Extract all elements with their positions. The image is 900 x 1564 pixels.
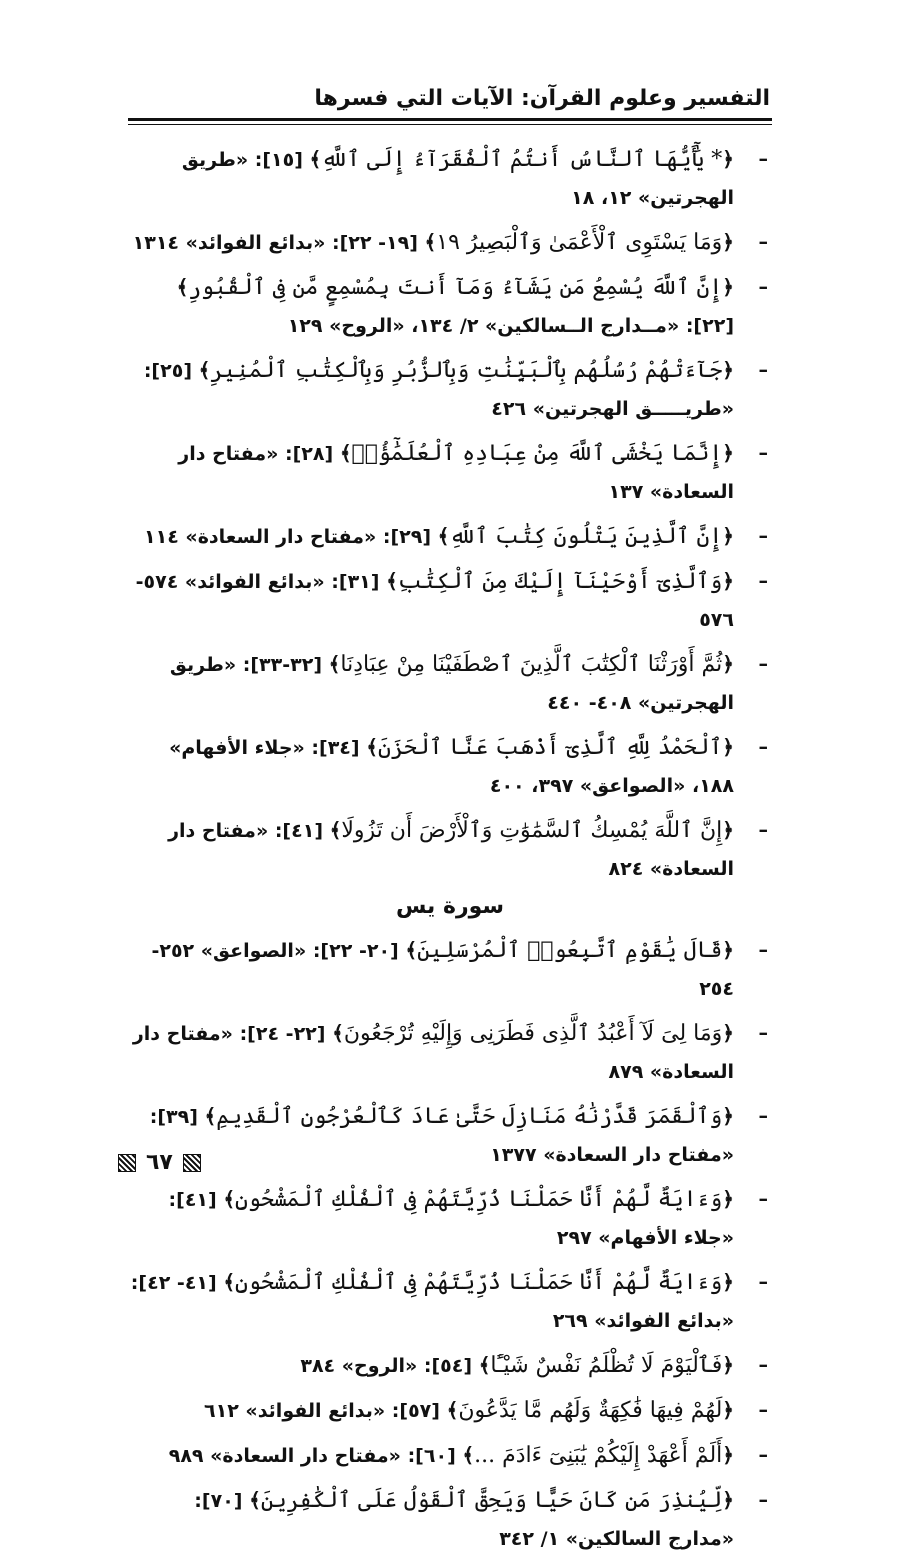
running-head: التفسير وعلوم القرآن: الآيات التي فسرها <box>314 86 770 111</box>
index-entry <box>128 811 772 888</box>
entry-dash: – <box>758 276 768 298</box>
index-entry <box>128 351 772 428</box>
entry-dash: – <box>758 231 768 253</box>
index-entry <box>128 517 772 556</box>
entry-dash: – <box>758 570 768 592</box>
close-bracket: ﴾ <box>478 1353 491 1377</box>
open-bracket: ﴿ <box>722 938 734 962</box>
header-rule-thick <box>128 118 772 121</box>
close-bracket: ﴾ <box>223 1187 236 1211</box>
verse-text: وَٱلْقَمَرَ قَدَّرْنَٰهُ مَنَازِلَ حَتَّىٰ عَادَ كَٱلْعُرْجُونِ ٱلْقَدِيمِ <box>216 1104 723 1129</box>
source-reference: [١٥]: «طريق الهجرتين» ١٢، ١٨ <box>181 149 734 209</box>
index-entry <box>128 1263 772 1340</box>
close-bracket: ﴾ <box>329 818 342 842</box>
verse-text: إِنَّ ٱلَّذِينَ يَتْلُونَ كِتَٰبَ ٱللَّهِ <box>449 524 723 549</box>
close-bracket: ﴾ <box>366 735 378 759</box>
entry-dash: – <box>758 1399 768 1421</box>
close-bracket: ﴾ <box>198 358 211 382</box>
close-bracket: ﴾ <box>332 1021 344 1045</box>
open-bracket: ﴿ <box>722 1443 734 1467</box>
close-bracket: ﴾ <box>249 1488 261 1512</box>
close-bracket: ﴾ <box>462 1443 475 1467</box>
verse-text: إِنَّ ٱللَّهَ يُسْمِعُ مَن يَشَآءُ وَمَآ أَنتَ بِمُسْمِعٍ مَّن فِى ٱلْقُبُورِ <box>188 275 723 300</box>
index-entry <box>128 268 772 345</box>
open-bracket: ﴿ <box>722 1353 734 1377</box>
source-reference: [٣١]: «بدائع الفوائد» ٥٧٤- ٥٧٦ <box>135 571 734 631</box>
index-entry <box>128 645 772 722</box>
index-entry <box>128 1436 772 1475</box>
open-bracket: ﴿ <box>722 569 734 593</box>
entry-dash: – <box>758 442 768 464</box>
entry-dash: – <box>758 819 768 841</box>
close-bracket: ﴾ <box>204 1104 217 1128</box>
close-bracket: ﴾ <box>309 147 322 171</box>
source-reference: [٤١]: «جلاء الأفهام» ٢٩٧ <box>168 1189 734 1249</box>
entry-dash: – <box>758 1105 768 1127</box>
verse-index <box>128 140 772 1564</box>
source-reference: [٣٤]: «جلاء الأفهام» ١٨٨، «الصواعق» ٣٩٧، ٤٠٠ <box>169 737 734 797</box>
entry-dash: – <box>758 653 768 675</box>
source-reference: [٣٢-٣٣]: «طريق الهجرتين» ٤٠٨- ٤٤٠ <box>169 654 734 714</box>
verse-text: قَالَ يَٰقَوْمِ ٱتَّبِعُوا۟ ٱلْمُرْسَلِينَ <box>417 938 723 963</box>
entry-dash: – <box>758 525 768 547</box>
entry-dash: – <box>758 1489 768 1511</box>
index-entry <box>128 434 772 511</box>
close-bracket: ﴾ <box>176 275 189 299</box>
open-bracket: ﴿ <box>722 818 734 842</box>
source-reference: [٢٢]: «مــدارج الــسالكين» ٢/ ١٣٤، «الروح» ١٢٩ <box>287 315 734 337</box>
open-bracket: ﴿ <box>722 1488 734 1512</box>
index-entry <box>128 1014 772 1091</box>
index-entry <box>128 140 772 217</box>
index-entry <box>128 931 772 1008</box>
entry-dash: – <box>758 1354 768 1376</box>
source-reference: [٢٠- ٢٢]: «الصواعق» ٢٥٢- ٢٥٤ <box>151 940 734 1000</box>
ornament-icon <box>118 1154 136 1172</box>
source-reference: [٧٠]: «مدارج السالكين» ١/ ٣٤٢ <box>194 1490 734 1550</box>
open-bracket: ﴿ <box>722 441 734 465</box>
verse-text: إِنَّ ٱللَّهَ يُمْسِكُ ٱلسَّمَٰوَٰتِ وَٱلْأَرْضَ أَن تَزُولَا <box>341 818 723 843</box>
close-bracket: ﴾ <box>424 230 437 254</box>
entry-dash: – <box>758 148 768 170</box>
close-bracket: ﴾ <box>223 1270 236 1294</box>
verse-text: وَءَايَةٌ لَّهُمْ أَنَّا حَمَلْنَا ذُرِّيَّتَهُمْ فِى ٱلْفُلْكِ ٱلْمَشْحُونِ <box>235 1187 723 1212</box>
close-bracket: ﴾ <box>446 1398 459 1422</box>
open-bracket: ﴿ <box>722 524 734 548</box>
verse-text: لِّيُنذِرَ مَن كَانَ حَيًّا وَيَحِقَّ ٱلْقَوْلُ عَلَى ٱلْكَٰفِرِينَ <box>260 1488 723 1513</box>
index-entry <box>128 1481 772 1558</box>
source-reference: [٢٩]: «مفتاح دار السعادة» ١١٤ <box>144 526 432 548</box>
page-footer <box>118 1150 201 1175</box>
open-bracket: ﴿ <box>722 735 734 759</box>
entry-dash: – <box>758 1188 768 1210</box>
index-entry <box>128 1097 772 1174</box>
source-reference: [١٩- ٢٢]: «بدائع الفوائد» ١٣١٤ <box>132 232 418 254</box>
verse-text: أَلَمْ أَعْهَدْ إِلَيْكُمْ يَٰبَنِىٓ ءَادَمَ ... <box>474 1443 723 1468</box>
entry-dash: – <box>758 1271 768 1293</box>
open-bracket: ﴿ <box>722 1021 734 1045</box>
index-entry <box>128 728 772 805</box>
entry-dash: – <box>758 1022 768 1044</box>
open-bracket: ﴿ <box>722 275 734 299</box>
verse-text: جَآءَتْهُمْ رُسُلُهُم بِٱلْبَيِّنَٰتِ وَبِٱلزُّبُرِ وَبِٱلْكِتَٰبِ ٱلْمُنِيرِ <box>210 358 723 383</box>
entry-dash: – <box>758 939 768 961</box>
open-bracket: ﴿ <box>722 652 734 676</box>
source-reference: [٢٨]: «مفتاح دار السعادة» ١٣٧ <box>178 443 734 503</box>
verse-text: ثُمَّ أَوْرَثْنَا ٱلْكِتَٰبَ ٱلَّذِينَ ٱصْطَفَيْنَا مِنْ عِبَادِنَا <box>340 652 723 677</box>
verse-text: ٱلْحَمْدُ لِلَّهِ ٱلَّذِىٓ أَذْهَبَ عَنَّا ٱلْحَزَنَ <box>377 735 723 760</box>
verse-text: وَٱلَّذِىٓ أَوْحَيْنَآ إِلَيْكَ مِنَ ٱلْكِتَٰبِ <box>397 569 723 594</box>
page-number: ٦٧ <box>146 1150 173 1175</box>
source-reference: [٥٧]: «بدائع الفوائد» ٦١٢ <box>204 1400 440 1422</box>
open-bracket: ﴿ <box>722 147 734 171</box>
header-rule-thin <box>128 124 772 125</box>
open-bracket: ﴿ <box>722 1270 734 1294</box>
source-reference: [٤١- ٤٢]: «بدائع الفوائد» ٢٦٩ <box>130 1272 734 1332</box>
verse-text: فَٱلْيَوْمَ لَا تُظْلَمُ نَفْسٌ شَيْـًٔا <box>490 1353 723 1378</box>
entries-fatir <box>128 140 772 888</box>
entry-dash: – <box>758 359 768 381</box>
open-bracket: ﴿ <box>722 1398 734 1422</box>
close-bracket: ﴾ <box>339 441 352 465</box>
ornament-icon <box>183 1154 201 1172</box>
open-bracket: ﴿ <box>722 358 734 382</box>
verse-text: إِنَّمَا يَخْشَى ٱللَّهَ مِنْ عِبَادِهِ ٱلْعُلَمَٰٓؤُا۟ <box>351 441 723 466</box>
entry-dash: – <box>758 736 768 758</box>
open-bracket: ﴿ <box>722 1104 734 1128</box>
source-reference: [٢٢- ٢٤]: «مفتاح دار السعادة» ٨٧٩ <box>132 1023 734 1083</box>
index-entry <box>128 1346 772 1385</box>
source-reference: [٤١]: «مفتاح دار السعادة» ٨٢٤ <box>168 820 734 880</box>
close-bracket: ﴾ <box>386 569 398 593</box>
index-entry <box>128 562 772 639</box>
open-bracket: ﴿ <box>722 1187 734 1211</box>
entries-yasin <box>128 931 772 1558</box>
open-bracket: ﴿ <box>722 230 734 254</box>
verse-text: وَمَا يَسْتَوِى ٱلْأَعْمَىٰ وَٱلْبَصِيرُ ١٩ <box>436 230 723 255</box>
source-reference: [٥٤]: «الروح» ٣٨٤ <box>300 1355 473 1377</box>
entry-dash: – <box>758 1444 768 1466</box>
verse-text: * يَٰٓأَيُّهَا ٱلنَّاسُ أَنتُمُ ٱلْفُقَرَآءُ إِلَى ٱللَّهِ <box>321 147 723 172</box>
verse-text: وَءَايَةٌ لَّهُمْ أَنَّا حَمَلْنَا ذُرِّيَّتَهُمْ فِى ٱلْفُلْكِ ٱلْمَشْحُونِ <box>235 1270 723 1295</box>
source-reference: [٦٠]: «مفتاح دار السعادة» ٩٨٩ <box>168 1445 456 1467</box>
index-entry <box>128 1180 772 1257</box>
close-bracket: ﴾ <box>405 938 418 962</box>
index-entry <box>128 1391 772 1430</box>
surah-heading: سورة يس <box>395 894 505 919</box>
index-entry <box>128 223 772 262</box>
verse-text: وَمَا لِىَ لَآ أَعْبُدُ ٱلَّذِى فَطَرَنِى وَإِلَيْهِ تُرْجَعُونَ <box>343 1021 723 1046</box>
close-bracket: ﴾ <box>328 652 341 676</box>
source-reference: [٣٩]: «مفتاح دار السعادة» ١٣٧٧ <box>149 1106 734 1166</box>
close-bracket: ﴾ <box>437 524 450 548</box>
source-reference: [٢٥]: «طريـــــق الهجرتين» ٤٢٦ <box>143 360 734 420</box>
verse-text: لَهُمْ فِيهَا فَٰكِهَةٌ وَلَهُم مَّا يَدَّعُونَ <box>458 1398 723 1423</box>
